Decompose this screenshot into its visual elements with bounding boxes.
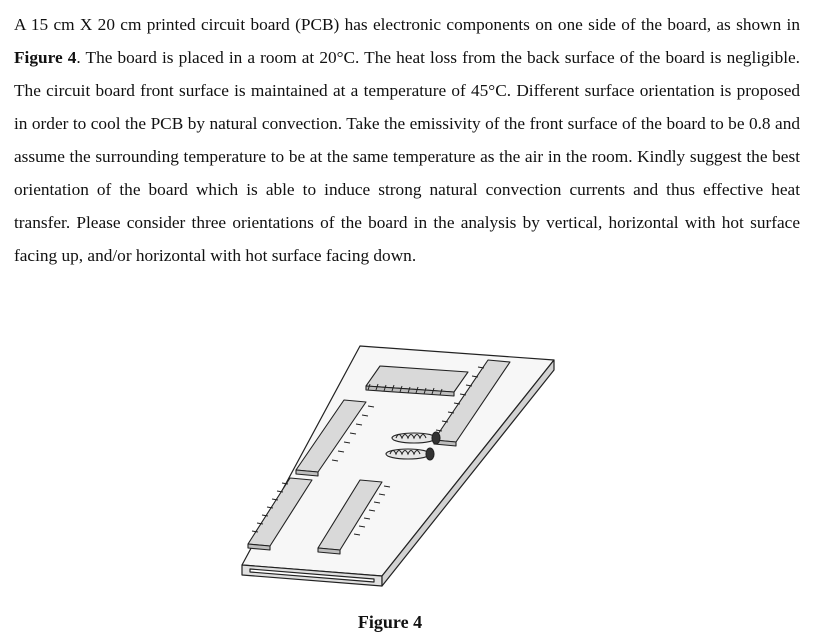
figure-caption: Figure 4 (357, 612, 423, 632)
problem-text-part-1: A 15 cm X 20 cm printed circuit board (PCB) has electronic components on one side of the board, as shown in (14, 15, 800, 34)
problem-statement (14, 8, 800, 272)
figure-reference: Figure 4 (14, 48, 77, 67)
document-body (14, 8, 800, 272)
problem-text-part-2: . The board is placed in a room at 20°C. The heat loss from the back surface of the board is negligible. The circuit board front surface is maintained at a temperature of 45°C. Different surface orientation is proposed in order to cool the PCB by natural convection. Take the emissivity of the front surface of the board to be 0.8 and assume the surrounding temperature to be at the same temperature as the air in the room. Kindly suggest the best orientation of the board which is able to induce strong natural convection currents and thus effective heat transfer. Please consider three orientations of the board in the analysis by vertical, horizontal with hot surface facing up, and/or horizontal with hot surface facing down. (14, 48, 801, 265)
coil-upper (392, 432, 440, 444)
coil-lower (386, 448, 434, 460)
pcb-illustration (232, 340, 562, 590)
